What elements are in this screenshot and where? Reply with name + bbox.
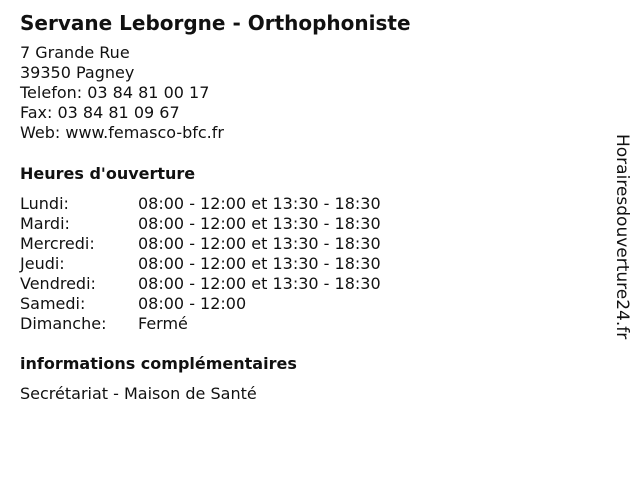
fax-number: Fax: 03 84 81 09 67	[20, 103, 180, 122]
phone-number: Telefon: 03 84 81 00 17	[20, 83, 210, 102]
hours-row-monday	[20, 194, 440, 214]
day-label: Vendredi:	[20, 274, 96, 293]
day-hours: 08:00 - 12:00	[138, 294, 247, 313]
day-label: Lundi:	[20, 194, 69, 213]
day-hours: 08:00 - 12:00 et 13:30 - 18:30	[138, 274, 381, 293]
opening-hours-table	[20, 194, 440, 334]
address-city: 39350 Pagney	[20, 63, 135, 82]
hours-row-thursday	[20, 254, 440, 274]
hours-row-wednesday	[20, 234, 440, 254]
day-label: Dimanche:	[20, 314, 107, 333]
info-heading: informations complémentaires	[20, 354, 297, 373]
hours-heading: Heures d'ouverture	[20, 164, 196, 183]
site-watermark	[612, 134, 632, 370]
day-label: Samedi:	[20, 294, 86, 313]
day-hours: 08:00 - 12:00 et 13:30 - 18:30	[138, 194, 381, 213]
day-hours: 08:00 - 12:00 et 13:30 - 18:30	[138, 234, 381, 253]
hours-row-tuesday	[20, 214, 440, 234]
hours-row-sunday	[20, 314, 440, 334]
day-label: Mercredi:	[20, 234, 95, 253]
hours-row-friday	[20, 274, 440, 294]
day-label: Jeudi:	[20, 254, 65, 273]
address-street: 7 Grande Rue	[20, 43, 130, 62]
contact-block	[20, 43, 224, 143]
day-hours: 08:00 - 12:00 et 13:30 - 18:30	[138, 254, 381, 273]
website: Web: www.femasco-bfc.fr	[20, 123, 224, 142]
business-title: Servane Leborgne - Orthophoniste	[20, 11, 411, 35]
day-label: Mardi:	[20, 214, 70, 233]
info-text: Secrétariat - Maison de Santé	[20, 384, 257, 403]
day-hours: Fermé	[138, 314, 188, 333]
day-hours: 08:00 - 12:00 et 13:30 - 18:30	[138, 214, 381, 233]
hours-row-saturday	[20, 294, 440, 314]
watermark-text: Horairesdouverture24.fr	[612, 134, 632, 340]
